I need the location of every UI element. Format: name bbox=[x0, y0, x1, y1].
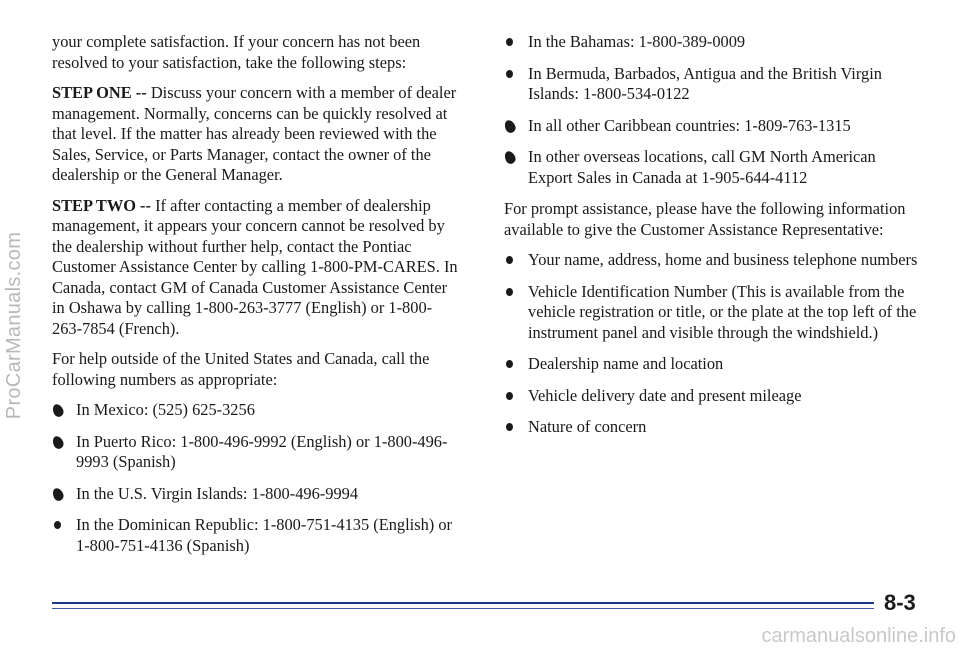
bullet-icon bbox=[506, 360, 513, 368]
bullet-icon bbox=[51, 486, 66, 502]
list-item-text: In Mexico: (525) 625-3256 bbox=[76, 400, 255, 419]
intro-paragraph: your complete satisfaction. If your concern has not been resolved to your satisfaction, take the following steps: bbox=[52, 32, 421, 72]
step-one-paragraph bbox=[52, 83, 462, 186]
list-item bbox=[52, 432, 462, 473]
list-item-text: Your name, address, home and business telephone numbers bbox=[528, 250, 918, 269]
step-two-paragraph bbox=[52, 196, 462, 340]
footer-rule bbox=[52, 602, 874, 604]
list-item bbox=[504, 116, 924, 137]
bullet-icon bbox=[506, 38, 513, 46]
bullet-icon bbox=[503, 149, 518, 165]
bullet-icon bbox=[51, 434, 66, 450]
right-column bbox=[504, 32, 924, 449]
bullet-icon bbox=[54, 521, 61, 529]
bullet-icon bbox=[506, 70, 513, 78]
watermark-text: ProCarManuals.com bbox=[3, 231, 26, 419]
list-item bbox=[504, 32, 924, 53]
list-item-text: In the Bahamas: 1-800-389-0009 bbox=[528, 32, 746, 51]
list-item bbox=[504, 147, 924, 188]
list-item-text: In the U.S. Virgin Islands: 1-800-496-9994 bbox=[76, 483, 359, 503]
bullet-icon bbox=[503, 118, 518, 134]
list-item-text: In Puerto Rico: 1-800-496-9992 (English) or 1-800-496-9993 (Spanish) bbox=[76, 431, 448, 471]
list-item-text: Vehicle delivery date and present mileage bbox=[528, 385, 802, 405]
list-item-text: In the Dominican Republic: 1-800-751-4135 (English) or 1-800-751-4136 (Spanish) bbox=[76, 515, 453, 555]
list-item bbox=[504, 282, 924, 344]
bullet-icon bbox=[506, 392, 513, 400]
list-item-text: In all other Caribbean countries: 1-809-763-1315 bbox=[528, 115, 851, 135]
footer-rule-thin bbox=[52, 608, 874, 609]
left-column bbox=[52, 32, 462, 567]
list-item-text: In Bermuda, Barbados, Antigua and the British Virgin Islands: 1-800-534-0122 bbox=[528, 63, 882, 103]
watermark-procarmanuals bbox=[2, 0, 28, 650]
list-item-text: Vehicle Identification Number (This is available from the vehicle registration or title, or the plate at the top left of the instrument panel and visible through the windshield.) bbox=[528, 281, 917, 342]
list-item bbox=[52, 400, 462, 421]
list-item-text: Nature of concern bbox=[528, 417, 647, 436]
list-item bbox=[52, 515, 462, 556]
step-two-text: If after contacting a member of dealership management, it appears your concern cannot be resolved by the dealership without further help, contact the Pontiac Customer Assistance Center by calling 1-800-PM-CARES. In Canada, contact GM of Canada Customer Assistance Center in Oshawa by calling 1-800-263-3777 (English) or 1-800-263-7854 (French). bbox=[52, 195, 458, 338]
prompt-assistance-paragraph: For prompt assistance, please have the following information available to give the Customer Assistance Representative: bbox=[504, 199, 906, 239]
list-item bbox=[504, 354, 924, 375]
list-item bbox=[504, 417, 924, 438]
step-two-heading: STEP TWO -- bbox=[52, 195, 151, 215]
list-item-text: Dealership name and location bbox=[528, 354, 724, 373]
international-numbers-list bbox=[52, 400, 462, 556]
list-item bbox=[504, 250, 924, 271]
watermark-carmanualsonline: carmanualsonline.info bbox=[761, 625, 956, 647]
list-item bbox=[52, 484, 462, 505]
bullet-icon bbox=[51, 402, 66, 418]
required-info-list bbox=[504, 250, 924, 438]
list-item bbox=[504, 64, 924, 105]
page-number: 8-3 bbox=[884, 590, 916, 615]
list-item-text: In other overseas locations, call GM North American Export Sales in Canada at 1-905-644-4112 bbox=[528, 147, 876, 187]
bullet-icon bbox=[506, 256, 513, 264]
step-one-text: Discuss your concern with a member of dealer management. Normally, concerns can be quickly resolved at that level. If the matter has already been reviewed with the Sales, Service, or Parts Manager, contact the owner of the dealership or the General Manager. bbox=[52, 83, 457, 184]
outside-help-paragraph: For help outside of the United States and Canada, call the following numbers as appropriate: bbox=[52, 349, 430, 389]
list-item bbox=[504, 386, 924, 407]
international-numbers-list-continued bbox=[504, 32, 924, 188]
bullet-icon bbox=[506, 288, 513, 296]
bullet-icon bbox=[506, 423, 513, 431]
step-one-heading: STEP ONE -- bbox=[52, 83, 147, 102]
